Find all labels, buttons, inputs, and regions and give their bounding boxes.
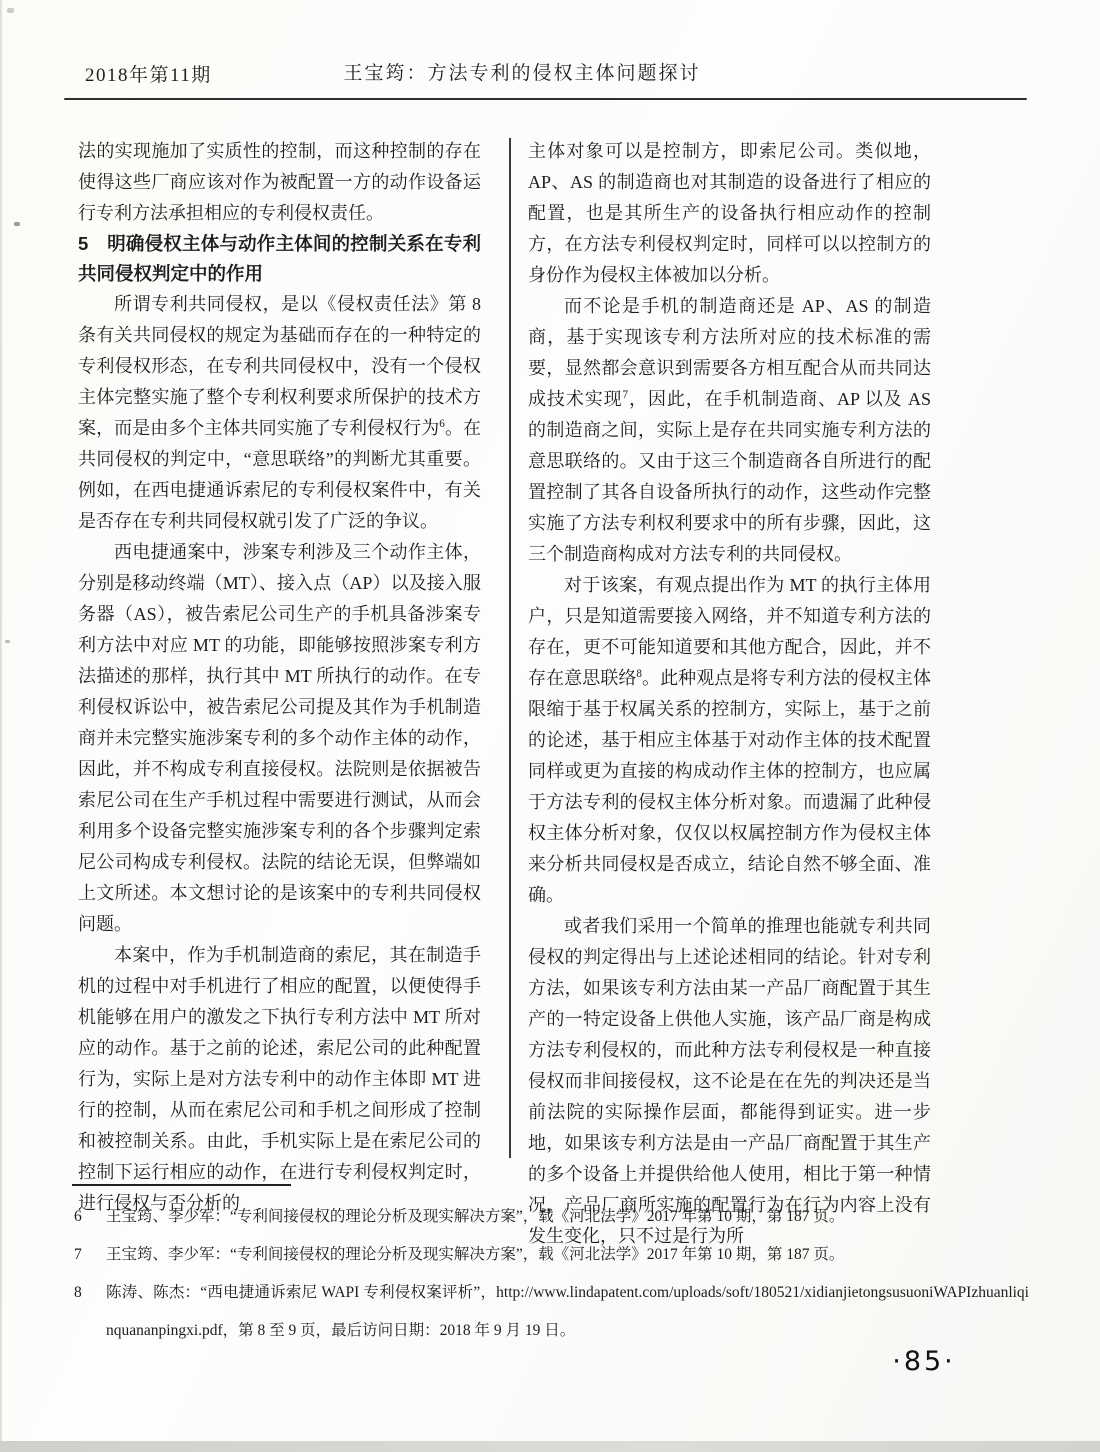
- footnote-separator: [72, 1184, 291, 1186]
- text-segment: 。此种观点是将专利方法的侵权主体限缩于基于权属关系的控制方，实际上，基于之前的论述，基于相应主体基于对动作主体的技术配置同样或更为直接的构成动作主体的控制方，也应属于方法专利的侵权主体分析对象。而遗漏了此种侵权主体分析对象，仅仅以权属控制方作为侵权主体来分析共同侵权是否成立，结论自然不够全面、准确。: [528, 668, 932, 905]
- scan-artifact-speck: [14, 222, 20, 226]
- footnote-marker: 8: [636, 668, 642, 680]
- footnote: [72, 1274, 1029, 1350]
- scan-artifact-speck: [5, 640, 10, 643]
- header-rule: [64, 98, 1027, 100]
- scan-artifact-speck: [7, 8, 14, 13]
- footnote-marker: 6: [439, 418, 445, 430]
- paragraph: 本案中，作为手机制造商的索尼，其在制造手机的过程中对手机进行了相应的配置，以便使得手机能够在用户的激发之下执行专利方法中 MT 所对应的动作。基于之前的论述，索尼公司的此种配置行为，实际上是对方法专利中的动作主体即 MT 进行的控制，从而在索尼公司和手机之间形成了控制和被控制关系。由此，手机实际上是在索尼公司的控制下运行相应的动作，在进行专利侵权判定时，进行侵权与否分析的: [78, 945, 481, 1213]
- right-column: [528, 136, 931, 1252]
- paragraph: [528, 291, 931, 570]
- footnote-text: 王宝筠、李少军：“专利间接侵权的理论分析及现实解决方案”，载《河北法学》2017 年第 10 期，第 187 页。: [106, 1208, 845, 1225]
- footnote-marker: 7: [622, 389, 629, 401]
- paragraph: [78, 289, 481, 537]
- footnote-number: 8: [74, 1284, 82, 1301]
- footnote: [72, 1236, 1029, 1274]
- footnotes: [72, 1198, 1029, 1350]
- scan-artifact-left-edge: [0, 0, 3, 1452]
- left-column: [78, 136, 481, 1219]
- footnote-text: 陈涛、陈杰：“西电捷通诉索尼 WAPI 专利侵权案评析”，http://www.lindapatent.com/uploads/soft/180521/xidianjietongsusuoniWAPIzhuanliqinquananpingxi.pdf，第 8 至 9 页，最后访问日期：2018 年 9 月 19 日。: [106, 1284, 1029, 1339]
- paragraph: 西电捷通案中，涉案专利涉及三个动作主体，分别是移动终端（MT）、接入点（AP）以及接入服务器（AS），被告索尼公司生产的手机具备涉案专利方法中对应 MT 的功能，即能够按照涉案专利方法描述的那样，执行其中 MT 所执行的动作。在专利侵权诉讼中，被告索尼公司提及其作为手机制造商并未完整实施涉案专利的多个动作主体的动作，因此，并不构成专利直接侵权。法院则是依据被告索尼公司在生产手机过程中需要进行测试，从而会利用多个设备完整实施涉案专利的各个步骤判定索尼公司构成专利侵权。法院的结论无误，但弊端如上文所述。本文想讨论的是该案中的专利共同侵权问题。: [78, 542, 481, 934]
- footnote-number: 6: [74, 1208, 82, 1225]
- running-title: 王宝筠：方法专利的侵权主体问题探讨: [343, 63, 701, 84]
- column-divider: [509, 138, 511, 1158]
- footnote-text: 王宝筠、李少军：“专利间接侵权的理论分析及现实解决方案”，载《河北法学》2017 年第 10 期，第 187 页。: [106, 1246, 845, 1263]
- footnote-number: 7: [74, 1246, 82, 1263]
- footnote: [72, 1198, 1029, 1236]
- text-segment: ，因此，在手机制造商、AP 以及 AS 的制造商之间，实际上是存在共同实施专利方法的意思联络的。又由于这三个制造商各自所进行的配置控制了其各自设备所执行的动作，这些动作完整实施了方法专利权利要求中的所有步骤，因此，这三个制造商构成对方法专利的共同侵权。: [528, 389, 931, 564]
- paragraph: 或者我们采用一个简单的推理也能就专利共同侵权的判定得出与上述论述相同的结论。针对专利方法，如果该专利方法由某一产品厂商配置于其生产的一特定设备上供他人实施，该产品厂商是构成方法专利侵权的，而此种方法专利侵权是一种直接侵权而非间接侵权，这不论是在在先的判决还是当前法院的实际操作层面，都能得到证实。进一步地，如果该专利方法是由一产品厂商配置于其生产的多个设备上并提供给他人使用，相比于第一种情况，产品厂商所实施的配置行为在行为内容上没有发生变化，只不过是行为所: [528, 916, 931, 1246]
- text-segment: 对于该案，有观点提出作为 MT 的执行主体用户，只是知道需要接入网络，并不知道专利方法的存在，更不可能知道要和其他方配合，因此，并不存在意思联络: [528, 575, 931, 688]
- journal-issue: 2018年第11期: [85, 65, 212, 86]
- paragraph: [528, 570, 931, 911]
- paragraph-continuation: 法的实现施加了实质性的控制，而这种控制的存在使得这些厂商应该对作为被配置一方的动作设备运行专利方法承担相应的专利侵权责任。: [78, 141, 481, 223]
- text-segment: 而不论是手机的制造商还是 AP、AS 的制造商，基于实现该专利方法所对应的技术标准的需要，显然都会意识到需要各方相互配合从而共同达成技术实现: [528, 296, 931, 409]
- page-number: ·85·: [892, 1346, 956, 1377]
- text-segment: 所谓专利共同侵权，是以《侵权责任法》第 8 条有关共同侵权的规定为基础而存在的一种特定的专利侵权形态，在专利共同侵权中，没有一个侵权主体完整实施了整个专利权利要求所保护的技术方案，而是由多个主体共同实施了专利侵权行为: [78, 294, 481, 438]
- text-segment: 。在共同侵权的判定中，“意思联络”的判断尤其重要。例如，在西电捷通诉索尼的专利侵权案件中，有关是否存在专利共同侵权就引发了广泛的争议。: [78, 418, 482, 531]
- paragraph-continuation: 主体对象可以是控制方，即索尼公司。类似地，AP、AS 的制造商也对其制造的设备进行了相应的配置，也是其所生产的设备执行相应动作的控制方，在方法专利侵权判定时，同样可以以控制方的身份作为侵权主体被加以分析。: [528, 141, 931, 285]
- section-heading: 5 明确侵权主体与动作主体间的控制关系在专利共同侵权判定中的作用: [78, 233, 481, 284]
- scan-artifact-bottom-shade: [0, 1441, 1100, 1452]
